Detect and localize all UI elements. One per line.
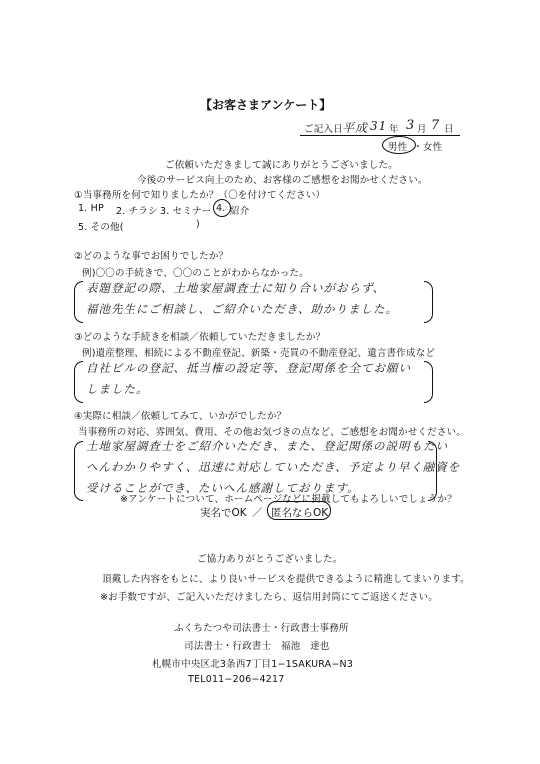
date-month: 3 [406, 118, 416, 133]
q2-answer-line-2: 福池先生にご相談し、ご紹介いただき、助かりました。 [86, 302, 399, 316]
q1-option-seminar[interactable]: 3. セミナー [160, 206, 212, 217]
q4-answer-line-3: 受けることができ、たいへん感謝しております。 [86, 481, 360, 495]
gender-female[interactable]: 女性 [423, 142, 443, 153]
q2-example: 例)〇〇の手続きで、〇〇のことがわからなかった。 [82, 268, 309, 279]
intro-line-2: 今後のサービス向上のため、お客様のご感想をお聞かせください。 [137, 175, 428, 186]
office-name: ふくちたつや司法書士・行政書士事務所 [174, 623, 349, 634]
q1-option-other[interactable]: 5. その他( [78, 222, 124, 233]
office-address: 札幌市中央区北3条西7丁目1−1SAKURA−N3 [152, 659, 354, 670]
publish-sep: ／ [252, 507, 263, 519]
office-person: 司法書士・行政書士 福池 達也 [184, 641, 330, 652]
q2-bracket-right [424, 281, 433, 323]
q1-other-close: ) [196, 219, 200, 230]
q1-option-flyer[interactable]: 2. チラシ [116, 206, 158, 217]
gender-sep: ・ [413, 142, 423, 153]
q3-bracket-left [74, 361, 83, 403]
q1-option-hp[interactable]: 1. HP [78, 203, 104, 214]
survey-title: 【お客さまアンケート】 [200, 98, 332, 112]
q4-example: 当事務所の対応、雰囲気、費用、その他お気づきの点など、ご感想をお聞かせください。 [78, 427, 467, 438]
date-year-unit: 年 [389, 124, 399, 135]
q4-answer-line-2: へんわかりやすく、迅速に対応していただき、予定より早く融資を [86, 460, 461, 474]
publish-anonymous[interactable]: 匿名ならOK [271, 507, 329, 519]
date-row [300, 119, 460, 136]
q4-bracket-left [74, 441, 83, 501]
q4-question: ④実際に相談／依頼してみて、いかがでしたか？ [74, 411, 287, 422]
date-label: ご記入日 [304, 124, 343, 135]
date-year: 31 [370, 119, 388, 133]
closing-improve: 頂戴した内容をもとに、より良いサービスを提供できるように精進してまいります。 [102, 574, 470, 585]
gender-male[interactable]: 男性 [388, 142, 408, 153]
date-day-unit: 日 [444, 124, 454, 135]
publish-real-name[interactable]: 実名でOK [200, 507, 247, 519]
q2-answer-line-1: 表題登記の際、土地家屋調査士に知り合いがおらず、 [86, 281, 386, 295]
date-month-unit: 月 [417, 124, 427, 135]
q3-bracket-right [424, 361, 433, 403]
q3-example: 例)遺産整理、相続による不動産登記、新築・売買の不動産登記、遺言書作成など [82, 348, 436, 359]
q3-question: ③どのような手続きを相談／依頼していただきましたか？ [74, 332, 326, 343]
date-day: 7 [431, 118, 441, 133]
q2-bracket-left [74, 281, 83, 323]
q2-question: ②どのような事でお困りでしたか？ [74, 251, 229, 262]
q1-option-referral: 紹介 [230, 206, 250, 217]
q1-option-4[interactable]: 4. [216, 203, 226, 214]
q3-answer-line-1: 自社ビルの登記、抵当権の設定等、登記関係を全てお願い [86, 361, 411, 375]
publish-question: ※アンケートについて、ホームページなどに掲載してもよろしいでしょうか？ [120, 494, 457, 505]
closing-thanks: ご協力ありがとうございました。 [197, 554, 343, 565]
q4-answer-line-1: 土地家屋調査士をご紹介いただき、また、登記関係の説明もたい [86, 439, 449, 453]
intro-line-1: ご依頼いただきまして誠にありがとうございました。 [165, 160, 398, 171]
q3-answer-line-2: しました。 [86, 382, 149, 396]
date-era: 平成 [342, 121, 369, 135]
closing-return-note: ※お手数ですが、ご記入いただけましたら、返信用封筒にてご返送ください。 [100, 592, 438, 603]
q1-question: ①当事務所を何で知りましたか？（〇を付けてください） [74, 190, 326, 201]
office-tel: TEL011−206−4217 [188, 674, 285, 685]
